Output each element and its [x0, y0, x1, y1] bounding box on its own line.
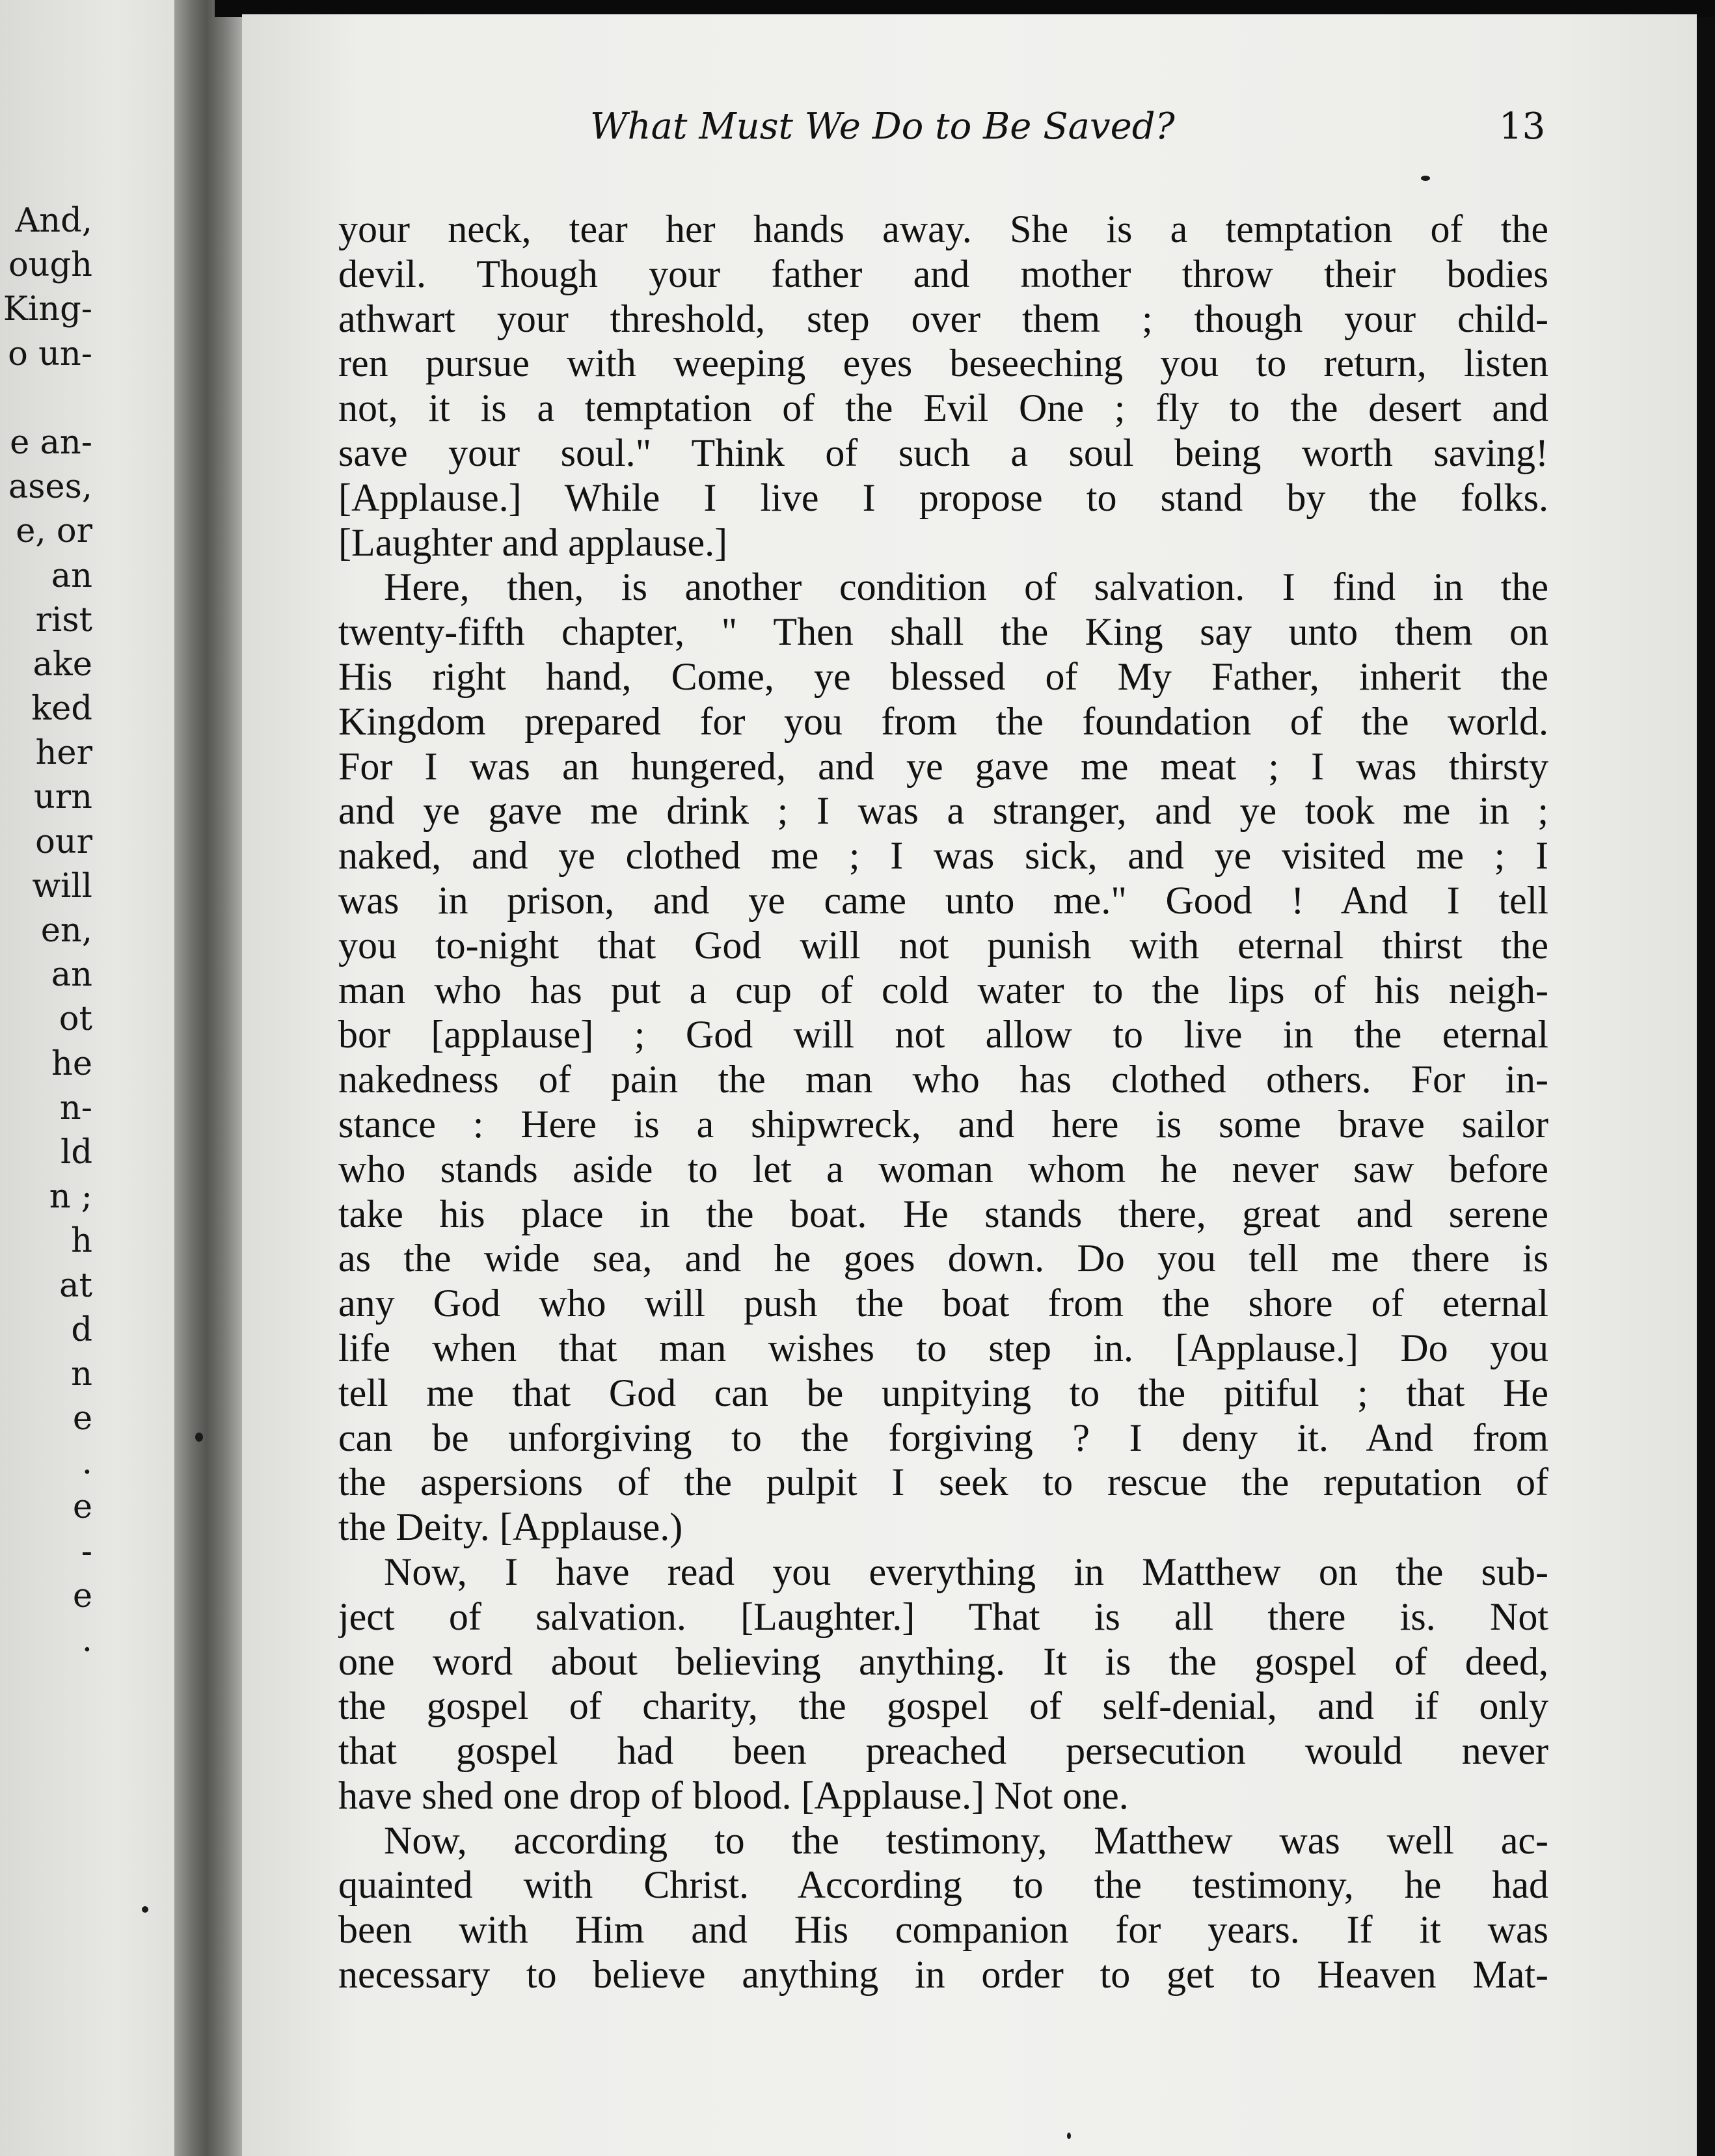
text-line: the aspersions of the pulpit I seek to rescue the reputation of — [338, 1461, 1548, 1504]
fragment-line: e — [72, 1576, 92, 1615]
fragment-line: he — [51, 1044, 92, 1083]
text-line: nakedness of pain the man who has clothed others. For in- — [338, 1058, 1548, 1101]
fragment-line: an — [51, 556, 92, 595]
text-line: the Deity. [Applause.) — [338, 1505, 683, 1549]
fragment-line: h — [71, 1222, 92, 1261]
current-page — [242, 14, 1697, 2156]
text-line: stance : Here is a shipwreck, and here is some brave sailor — [338, 1102, 1548, 1146]
text-line: [Laughter and applause.] — [338, 520, 728, 564]
text-line: Now, I have read you everything in Matthew on the sub- — [384, 1550, 1548, 1593]
fragment-line: ases, — [8, 468, 92, 507]
fragment-line: ked — [31, 690, 92, 729]
fragment-line — [3, 377, 92, 421]
fragment-line: n- — [59, 1088, 92, 1127]
fragment-line: e, or — [16, 512, 92, 551]
text-line: that gospel had been preached persecution would never — [338, 1729, 1548, 1773]
fragment-line: d — [71, 1310, 92, 1349]
text-line: any God who will push the boat from the shore of eternal — [338, 1282, 1548, 1325]
text-line: For I was an hungered, and ye gave me meat ; I was thirsty — [338, 744, 1548, 788]
text-line: was in prison, and ye came unto me." Good ! And I tell — [338, 878, 1548, 922]
text-line: save your soul." Think of such a soul being worth saving! — [338, 431, 1548, 474]
text-line: the gospel of charity, the gospel of self-denial, and if only — [338, 1684, 1548, 1728]
page-number: 13 — [1499, 105, 1546, 148]
fragment-line: . — [81, 1621, 92, 1660]
fragment-line: at — [59, 1266, 92, 1305]
ink-speck — [1067, 2133, 1071, 2139]
text-line: one word about believing anything. It is the gospel of deed, — [338, 1639, 1548, 1683]
text-line: and ye gave me drink ; I was a stranger, and ye took me in ; — [338, 789, 1548, 833]
text-line: athwart your threshold, step over them ; though your child- — [338, 297, 1548, 340]
text-line: [Applause.] While I live I propose to stand by the folks. — [338, 476, 1548, 519]
text-line: ren pursue with weeping eyes beseeching you to return, listen — [338, 342, 1548, 385]
fragment-line: her — [35, 734, 92, 773]
fragment-line: - — [81, 1532, 92, 1571]
fragment-line: e an- — [10, 423, 92, 462]
text-line: not, it is a temptation of the Evil One ; fly to the desert and — [338, 386, 1548, 430]
fragment-line: rist — [35, 600, 92, 640]
fragment-line: will — [32, 867, 92, 906]
fragment-line: urn — [33, 778, 92, 817]
book-gutter — [174, 0, 246, 2156]
text-line: quainted with Christ. According to the testimony, he had — [338, 1863, 1548, 1907]
page-body-text — [338, 207, 1548, 1997]
fragment-line: n ; — [49, 1178, 92, 1217]
text-line: have shed one drop of blood. [Applause.] Not one. — [338, 1773, 1129, 1817]
text-line: tell me that God can be unpitying to the pitiful ; that He — [338, 1371, 1548, 1414]
previous-page-edge — [0, 0, 195, 2156]
ink-speck — [142, 1906, 148, 1913]
fragment-line: And, — [15, 202, 92, 240]
text-line: life when that man wishes to step in. [Applause.] Do you — [338, 1326, 1548, 1369]
running-title: What Must We Do to Be Saved? — [590, 105, 1175, 148]
text-line: can be unforgiving to the forgiving ? I deny it. And from — [338, 1416, 1548, 1459]
text-line: devil. Though your father and mother throw their bodies — [338, 252, 1548, 295]
text-line: ject of salvation. [Laughter.] That is all there is. Not — [338, 1595, 1548, 1638]
text-line: as the wide sea, and he goes down. Do you tell me there is — [338, 1237, 1548, 1280]
ink-speck — [1421, 176, 1430, 181]
text-line: you to-night that God will not punish with eternal thirst the — [338, 923, 1548, 967]
fragment-line: ake — [33, 645, 92, 684]
text-line: His right hand, Come, ye blessed of My Father, inherit the — [338, 654, 1548, 698]
fragment-line: an — [51, 956, 92, 995]
fragment-line: ough — [8, 246, 92, 285]
text-line: Now, according to the testimony, Matthew was well ac- — [384, 1818, 1548, 1862]
text-line: who stands aside to let a woman whom he never saw before — [338, 1147, 1548, 1191]
text-line: your neck, tear her hands away. She is a temptation of the — [338, 208, 1548, 250]
text-line: naked, and ye clothed me ; I was sick, and ye visited me ; I — [338, 834, 1548, 878]
fragment-line: our — [35, 822, 92, 861]
text-line: twenty-fifth chapter, " Then shall the King say unto them on — [338, 610, 1548, 654]
fragment-line: . — [81, 1444, 92, 1483]
text-line: Here, then, is another condition of salvation. I find in the — [384, 565, 1548, 609]
running-header — [242, 105, 1697, 164]
previous-page-text-fragments — [3, 199, 92, 1663]
fragment-line: ld — [61, 1133, 92, 1172]
fragment-line: e — [72, 1399, 92, 1438]
text-line: Kingdom prepared for you from the foundation of the world. — [338, 699, 1548, 743]
fragment-line: ot — [59, 1000, 92, 1039]
ink-speck — [195, 1433, 203, 1442]
text-line: necessary to believe anything in order to get to Heaven Mat- — [338, 1953, 1548, 1997]
fragment-line: n — [71, 1354, 92, 1394]
fragment-line: o un- — [8, 334, 92, 373]
text-line: bor [applause] ; God will not allow to live in the eternal — [338, 1013, 1548, 1057]
fragment-line: en, — [40, 911, 92, 950]
fragment-line: e — [72, 1488, 92, 1527]
text-line: man who has put a cup of cold water to the lips of his neigh- — [338, 968, 1548, 1012]
fragment-line: King- — [3, 290, 92, 329]
text-line: take his place in the boat. He stands there, great and serene — [338, 1192, 1548, 1235]
text-line: been with Him and His companion for years. If it was — [338, 1908, 1548, 1952]
